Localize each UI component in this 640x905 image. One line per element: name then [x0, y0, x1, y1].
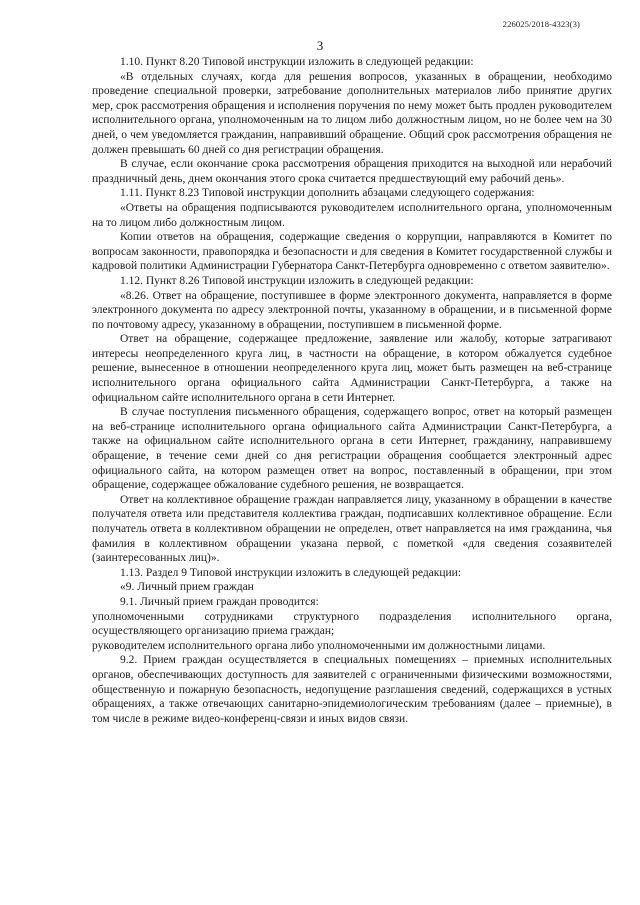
paragraph: уполномоченными сотрудниками структурного подразделения исполнительного органа, осуществляющего организацию приема граждан; [92, 610, 612, 638]
paragraph: 9.2. Прием граждан осуществляется в специальных помещениях – приемных исполнительных органов, обеспечивающих доступность для заявителей с ограниченными физическими возможностями, общественную и пожарную безопасность, недопущение разглашения сведений, содержащихся в устных обращениях, а также отвечающих санитарно-эпидемиологическим требованиям (далее – приемные), в том числе в режиме видео-конференц-связи и иных видов связи. [92, 654, 612, 725]
paragraph: Копии ответов на обращения, содержащие сведения о коррупции, направляются в Комитет по вопросам законности, правопорядка и безопасности и для сведения в Комитет государственной службы и кадровой политики Администрации Губернатора Санкт-Петербурга одновременно с ответом заявителю». [92, 231, 612, 273]
paragraph: «9. Личный прием граждан [120, 581, 254, 594]
paragraph: «Ответы на обращения подписываются руководителем исполнительного органа, уполномоченным на то лицом либо должностным лицом. [92, 201, 612, 229]
paragraph: Ответ на обращение, содержащее предложение, заявление или жалобу, которые затрагивают интересы неопределенного круга лиц, в частности на обращение, в котором обжалуется судебное решение, вынесенное в отношении неопределенного круга лиц, может быть размещен на веб-странице исполнительного органа официального сайта Администрации Санкт-Петербурга, а также на официальном сайте исполнительного органа в сети Интернет. [92, 333, 612, 404]
paragraph: «В отдельных случаях, когда для решения вопросов, указанных в обращении, необходимо проведение специальной проверки, затребование дополнительных материалов либо принятие других мер, срок рассмотрения обращения и исполнения поручения по нему может быть продлен руководителем исполнительного органа, уполномоченным на то лицом либо должностным лицом, но не более чем на 30 дней, о чем уведомляется гражданин, направивший обращение. Общий срок рассмотрения обращения не должен превышать 60 дней со дня регистрации обращения. [92, 70, 612, 156]
document-number: 226025/2018-4323(3) [502, 19, 580, 29]
document-body [92, 55, 612, 726]
paragraph: В случае, если окончание срока рассмотрения обращения приходится на выходной или нерабочий праздничный день, днем окончания этого срока считается предшествующий ему рабочий день». [92, 158, 612, 185]
paragraph: «8.26. Ответ на обращение, поступившее в форме электронного документа, направляется в форме электронного документа по адресу электронной почты, указанному в обращении, и в письменной форме по почтовому адресу, указанному в обращении, поступившем в письменной форме. [92, 289, 612, 331]
paragraph: руководителем исполнительного органа либо уполномоченными им должностными лицами. [92, 639, 546, 652]
paragraph: 1.12. Пункт 8.26 Типовой инструкции изложить в следующей редакции: [120, 274, 474, 287]
paragraph: 9.1. Личный прием граждан проводится: [120, 595, 319, 608]
page-number: 3 [316, 38, 324, 53]
paragraph: В случае поступления письменного обращения, содержащего вопрос, ответ на который размещен на веб-странице исполнительного органа официального сайта Администрации Санкт-Петербурга, а также на официальном сайте исполнительного органа в сети Интернет, гражданину, направившему обращение, в течение семи дней со дня регистрации обращения сообщается электронный адрес официального сайта, на котором размещен ответ на вопрос, поставленный в обращении, при этом обращение, содержащее обжалование судебного решения, не возвращается. [92, 406, 612, 492]
paragraph: 1.13. Раздел 9 Типовой инструкции изложить в следующей редакции: [120, 566, 462, 579]
paragraph: 1.10. Пункт 8.20 Типовой инструкции изложить в следующей редакции: [120, 56, 474, 68]
paragraph: Ответ на коллективное обращение граждан направляется лицу, указанному в обращении в качестве получателя ответа или представителя коллектива граждан, подписавших коллективное обращение. Если получатель ответа в коллективном обращении не определен, ответ направляется на имя гражданина, чья фамилия в коллективном обращении указана первой, с пометкой «для сведения созаявителей (заинтересованных лиц)». [92, 493, 612, 565]
paragraph: 1.11. Пункт 8.23 Типовой инструкции дополнить абзацами следующего содержания: [120, 187, 535, 200]
